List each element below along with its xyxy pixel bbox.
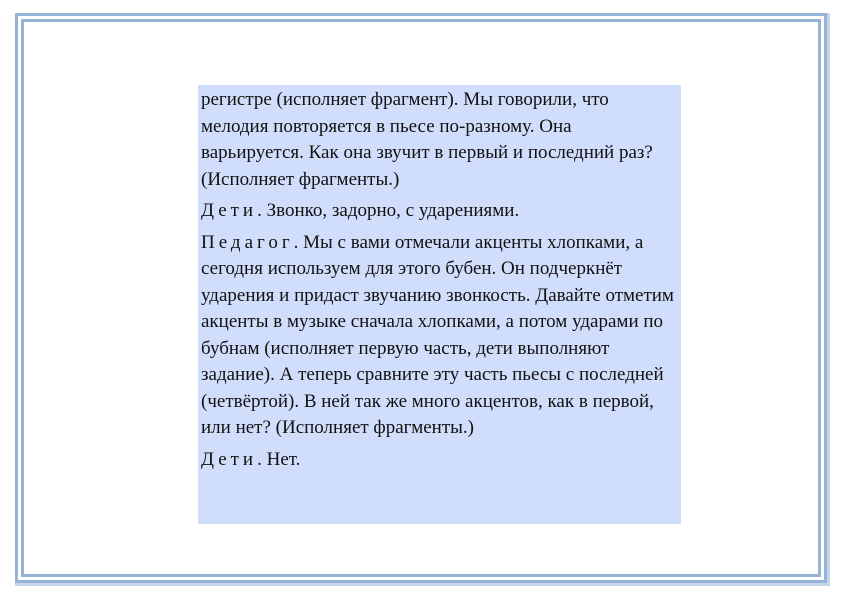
speaker-label: Педагог: [201, 231, 294, 253]
text-box: [198, 85, 681, 524]
speaker-label: Дети: [201, 200, 258, 221]
frame-shadow-bottom: [15, 583, 830, 586]
paragraph-teacher-speech: [201, 230, 677, 442]
paragraph-children-answer: [201, 447, 677, 474]
paragraph-teacher-narration: регистре (исполняет фрагмент). Мы говорили, что мелодия повторяется в пьесе по-разному. Она варьируется. Как она звучит в первый и последний раз? (Исполняет фрагменты.): [201, 89, 653, 190]
reply-text: . Звонко, задорно, с ударениями.: [257, 200, 520, 221]
answer-text: . Нет.: [257, 448, 301, 470]
paragraph-children-reply: [201, 198, 677, 225]
speaker-label: Дети: [201, 448, 258, 470]
speech-text: . Мы с вами отмечали акценты хлопками, а сегодня используем для этого бубен. Он подчеркнёт ударения и придаст звучанию звонкость. Давайте отметим акценты в музыке сначала хлопками, а потом ударами по бубнам (исполняет первую часть, дети выполняют задание). А теперь сравните эту часть пьесы с последней (четвёртой). В ней так же много акцентов, как в первой, или нет? (Исполняет фрагменты.): [201, 231, 674, 438]
frame-shadow-right: [827, 13, 830, 583]
